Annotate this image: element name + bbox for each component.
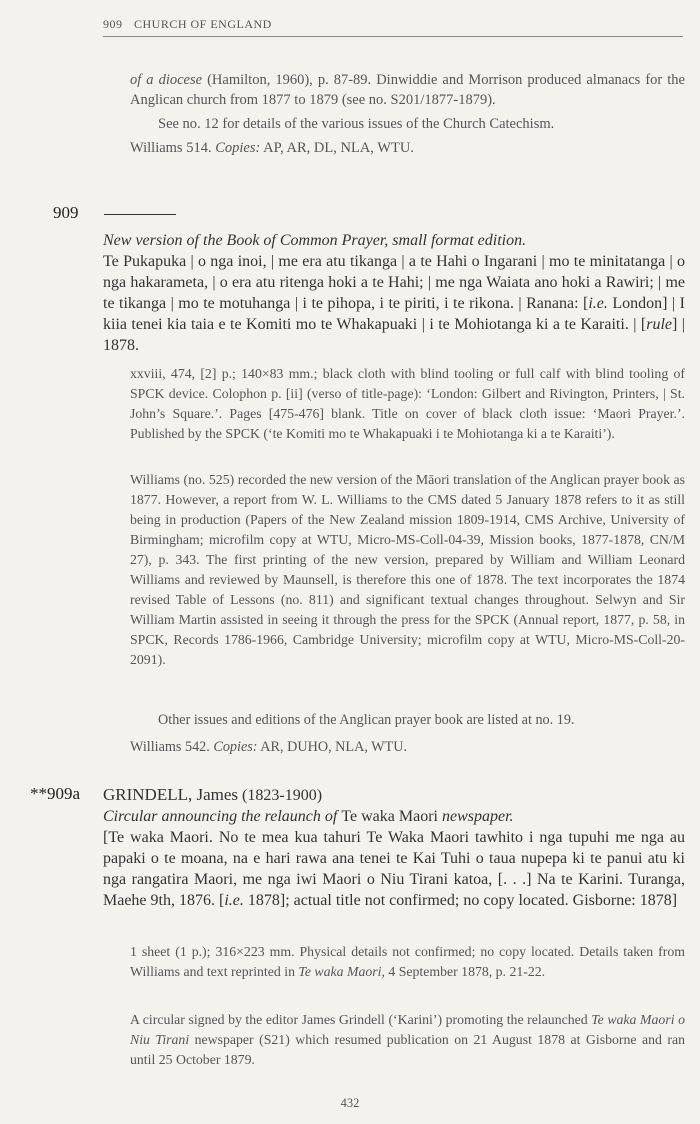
italic-text: Te waka Maori (298, 964, 382, 979)
title-transcription (103, 251, 685, 356)
ditto-rule (104, 214, 176, 215)
text: AR, DUHO, NLA, WTU. (257, 739, 408, 755)
entry-909-other: Other issues and editions of the Anglican prayer book are listed at no. 19. (158, 712, 575, 728)
copies-label: Copies: (215, 140, 261, 156)
entry-title: New version of the Book of Common Prayer, small format edition. (103, 232, 527, 249)
author-line (103, 784, 685, 806)
copies-label: Copies: (213, 739, 258, 755)
entry-909a-physical (130, 942, 685, 982)
entry-909a-note (130, 1010, 685, 1070)
continuation-block (130, 70, 685, 158)
author-dates: (1823-1900) (238, 787, 323, 804)
italic-text: i.e. (588, 295, 608, 312)
text: [Te waka Maori. No te mea kua tahuri Te Waka Maori tawhito i nga tupuhi me nga au papaki o te moana, na e hari rawa ana tenei te Kai Tuhi o taua nupepa ki te panui atu ki nga rangatira Maori, me nga iwi Maori o Niu Tirani katoa, [. . .] Na te Karini. Turanga, Maehe 9th, 1876. [ (103, 829, 685, 909)
text: ] | 1878. (103, 316, 686, 354)
text: Williams 514. (130, 140, 216, 156)
continuation-para (130, 70, 685, 110)
entry-909-physical: xxviii, 474, [2] p.; 140×83 mm.; black cloth with blind tooling or full calf with blind tooling of SPCK device. Colophon p. [ii] (verso of title-page): ‘London: Gilbert and Rivington, Printers, | St. John’s Square.’. Pages [475-476] blank. Title on cover of black cloth issue: ‘Maori Prayer.’. Published by the SPCK (‘te Komiti mo te Whakapuaki i te Mohiotanga ki a te Karaiti’). (130, 366, 685, 441)
entry-number-909 (53, 203, 79, 223)
text: 1878]; actual title not confirmed; no copy located. Gisborne: 1878] (243, 892, 678, 909)
text: Te waka Maori (341, 808, 438, 825)
running-head-title: CHURCH OF ENGLAND (134, 17, 272, 31)
entry-909a-heading (103, 784, 685, 911)
entry-number-909a (30, 784, 80, 804)
italic-text: of a diocese (130, 72, 203, 88)
entry-number: 909 (53, 203, 79, 222)
page-number: 432 (340, 1096, 360, 1110)
entry-title (103, 806, 685, 827)
author-name: GRINDELL, James (103, 785, 239, 804)
italic-text: Te waka Maori o Niu Tirani (130, 1012, 685, 1047)
running-head (103, 17, 683, 37)
text: newspaper (S21) which resumed publication on 21 August 1878 at Gisborne and ran until 25 October 1879. (130, 1032, 685, 1067)
text: 1 sheet (1 p.); 316×223 mm. Physical details not confirmed; no copy located. Details taken from Williams and text reprinted in (130, 944, 685, 979)
text: Williams 542. (130, 739, 214, 755)
text: (Hamilton, 1960), p. 87-89. Dinwiddie and Morrison produced almanacs for the Anglican church from 1877 to 1879 (see no. S201/1877-1879). (130, 72, 685, 108)
italic-text: i.e. (224, 892, 244, 909)
text: A circular signed by the editor James Grindell (‘Karini’) promoting the relaunched (130, 1012, 592, 1027)
catechism-note: See no. 12 for details of the various issues of the Church Catechism. (158, 116, 555, 132)
reference-line (130, 138, 685, 158)
text: AP, AR, DL, NLA, WTU. (260, 140, 414, 156)
entry-number: **909a (30, 784, 81, 803)
italic-text: rule (646, 316, 673, 333)
italic-text: Circular announcing the relaunch of (103, 808, 342, 825)
italic-text: newspaper. (437, 808, 514, 825)
entry-909-title (103, 230, 685, 356)
entry-909-note: Williams (no. 525) recorded the new version of the Māori translation of the Anglican prayer book as 1877. However, a report from W. L. Williams to the CMS dated 5 January 1878 refers to it as still being in production (Papers of the New Zealand mission 1809-1914, CMS Archive, University of Birmingham; microfilm copy at WTU, Micro-MS-Coll-04-39, Mission books, 1877-1878, CN/M 27), p. 343. The first printing of the new version, prepared by William and William Leonard Williams and reviewed by Maunsell, is therefore this one of 1878. The text incorporates the 1874 revised Table of Lessons (no. 811) and significant textual changes throughout. Selwyn and Sir William Martin assisted in seeing it through the press for the SPCK (Annual report, 1877, p. 58, in SPCK, Records 1786-1966, Cambridge University; microfilm copy at WTU, Micro-MS-Coll-20-2091). (130, 472, 685, 667)
entry-909-reference (130, 737, 685, 757)
text: Te Pukapuka | o nga inoi, | me era atu tikanga | a te Hahi o Ingarani | mo te minitatanga | o nga hakarameta, | o era atu ritenga hoki a te Hahi; | me nga Waiata ano hoki a Rawiri; | me te tikanga | mo te motuhanga | i te pihopa, i te piriti, i te rikona. | Ranana: [ (103, 253, 685, 312)
text: London] | I kiia tenei kia taia e te Komiti mo te Whakapuaki | i te Mohiotanga ki a te Karaiti. | [ (103, 295, 685, 333)
title-transcription (103, 827, 685, 911)
running-head-page: 909 (103, 17, 123, 31)
text: , 4 September 1878, p. 21-22. (381, 964, 546, 979)
